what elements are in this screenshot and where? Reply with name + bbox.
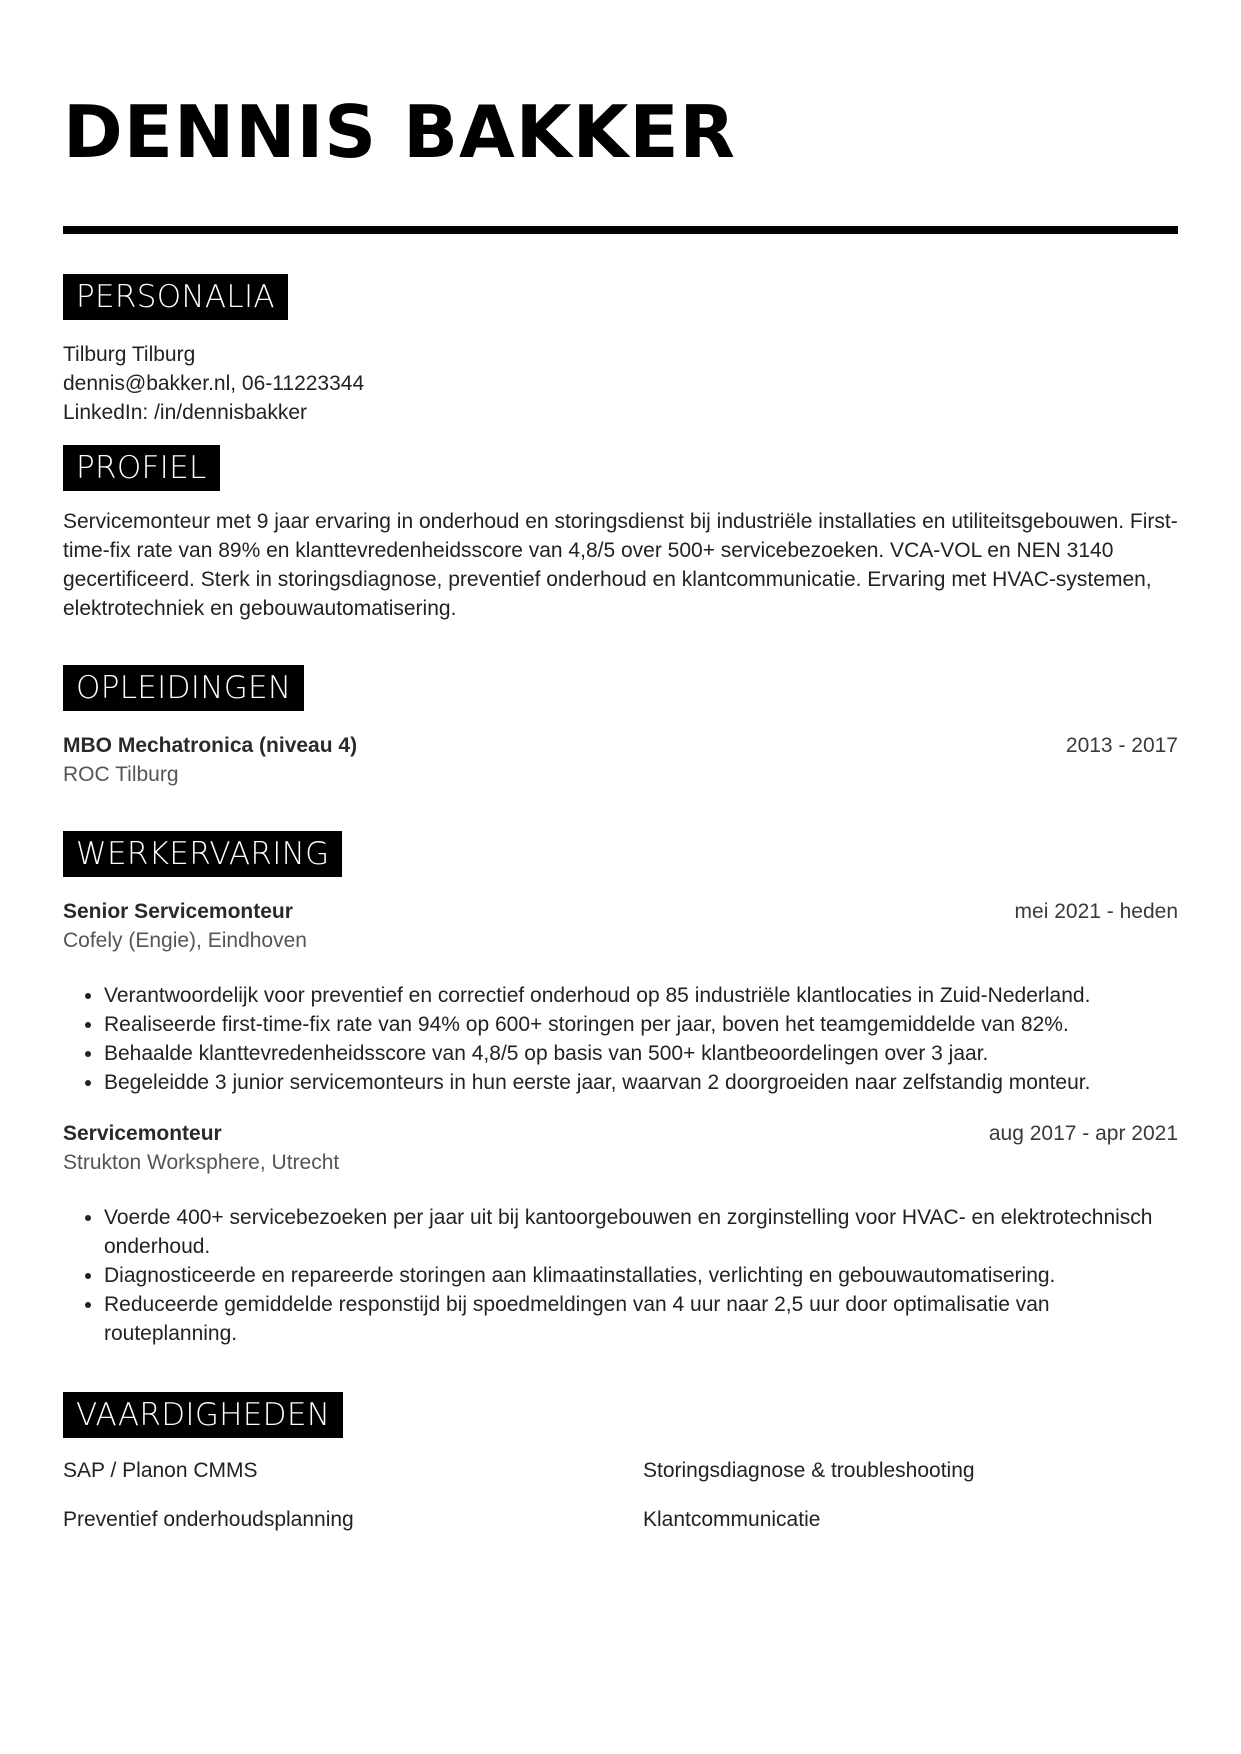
list-item: • Diagnosticeerde en repareerde storingen aan klimaatinstallaties, verlichting en gebouwautomatisering. (104, 1261, 1178, 1290)
job-entry (63, 897, 1178, 1097)
skill-item: Klantcommunicatie (643, 1508, 821, 1531)
education-title: MBO Mechatronica (niveau 4) (63, 734, 358, 757)
header-divider (63, 226, 1178, 234)
education-school: ROC Tilburg (63, 763, 179, 786)
list-item: • Reduceerde gemiddelde responstijd bij spoedmeldingen van 4 uur naar 2,5 uur door optimalisatie van routeplanning. (104, 1290, 1178, 1348)
section-profiel (63, 445, 1178, 623)
profiel-text: Servicemonteur met 9 jaar ervaring in onderhoud en storingsdienst bij industriële installaties en utiliteitsgebouwen. First-time-fix rate van 89% en klanttevredenheidsscore van 4,8/5 over 500+ servicebezoeken. VCA-VOL en NEN 3140 gecertificeerd. Sterk in storingsdiagnose, preventief onderhoud en klantcommunicatie. Ervaring met HVAC-systemen, elektrotechniek en gebouwautomatisering. (63, 510, 1178, 620)
job-achievements (63, 1203, 1178, 1348)
job-entry-header (63, 897, 1178, 926)
section-heading-personalia: PERSONALIA (63, 274, 288, 320)
section-heading-werkervaring: WERKERVARING (63, 831, 342, 877)
education-date: 2013 - 2017 (1065, 734, 1178, 757)
job-employer: Cofely (Engie), Eindhoven (63, 929, 307, 952)
section-heading-profiel: PROFIEL (63, 445, 220, 491)
skill-item: Storingsdiagnose & troubleshooting (643, 1459, 975, 1482)
section-heading-vaardigheden: VAARDIGHEDEN (63, 1392, 343, 1438)
job-date: mei 2021 - heden (1014, 900, 1178, 923)
personalia-details (63, 340, 1178, 427)
section-opleidingen (63, 665, 1178, 789)
list-item: • Voerde 400+ servicebezoeken per jaar uit bij kantoorgebouwen en zorginstelling voor HVAC- en elektrotechnisch onderhoud. (104, 1203, 1178, 1261)
section-personalia (63, 274, 1178, 427)
section-vaardigheden (63, 1392, 1178, 1534)
skill-item: SAP / Planon CMMS (63, 1459, 258, 1482)
personalia-location: Tilburg Tilburg (63, 343, 196, 366)
list-item: • Behaalde klanttevredenheidsscore van 4,8/5 op basis van 500+ klantbeoordelingen over 3 jaar. (104, 1039, 1178, 1068)
job-title: Senior Servicemonteur (63, 900, 293, 923)
job-entry (63, 1119, 1178, 1348)
personalia-linkedin: LinkedIn: /in/dennisbakker (63, 401, 307, 424)
education-entry (63, 731, 1178, 789)
job-title: Servicemonteur (63, 1122, 222, 1145)
skill-item: Preventief onderhoudsplanning (63, 1508, 354, 1531)
list-item: • Realiseerde first-time-fix rate van 94% op 600+ storingen per jaar, boven het teamgemiddelde van 82%. (104, 1010, 1178, 1039)
list-item: • Verantwoordelijk voor preventief en correctief onderhoud op 85 industriële klantlocaties in Zuid-Nederland. (104, 981, 1178, 1010)
job-achievements (63, 981, 1178, 1097)
job-employer: Strukton Worksphere, Utrecht (63, 1151, 340, 1174)
list-item: • Begeleidde 3 junior servicemonteurs in hun eerste jaar, waarvan 2 doorgroeiden naar zelfstandig monteur. (104, 1068, 1178, 1097)
education-entry-header (63, 731, 1178, 760)
section-werkervaring (63, 831, 1178, 1348)
personalia-contact: dennis@bakker.nl, 06-11223344 (63, 372, 365, 395)
candidate-name: DENNIS BAKKER (63, 90, 736, 174)
job-entry-header (63, 1119, 1178, 1148)
section-heading-opleidingen: OPLEIDINGEN (63, 665, 304, 711)
job-date: aug 2017 - apr 2021 (988, 1122, 1178, 1145)
skills-grid (63, 1456, 1178, 1534)
